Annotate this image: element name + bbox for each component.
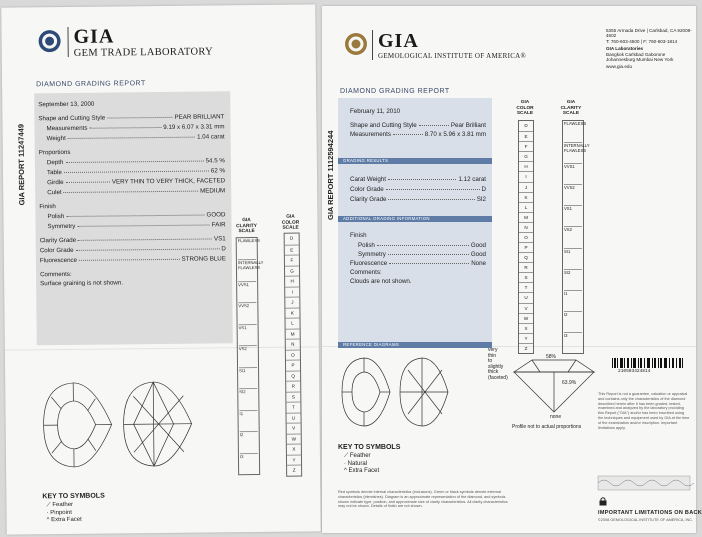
grade-row: Color Grade D	[350, 186, 486, 193]
right-report-sheet	[322, 6, 702, 533]
gia-seal-icon	[37, 29, 61, 53]
pinpoint-icon: ·	[46, 509, 49, 516]
profile-caption: Profile not to actual proportions	[512, 424, 582, 430]
culet-value: none	[550, 414, 562, 420]
section-band: GRADING RESULTS	[338, 158, 492, 164]
report-date: September 13, 2000	[38, 100, 95, 109]
clarity-scale-grade: VVS2	[564, 184, 582, 207]
grade-row: Clarity Grade SI2	[350, 196, 486, 203]
clarity-scale-grade: I3	[240, 453, 258, 477]
natural-icon: ·	[344, 460, 346, 467]
report-number: GIA REPORT 11247449	[16, 123, 27, 206]
report-date: February 11, 2010	[350, 108, 401, 115]
color-scale-letter: O	[286, 349, 300, 361]
color-scale-letter: Y	[519, 333, 533, 344]
color-scale-letter: P	[519, 242, 533, 253]
proportion-row: Depth 54.5 %	[46, 157, 225, 167]
depth-percentage: 63.9%	[562, 380, 577, 386]
disclaimer-text: This Report is not a guarantee, valuation or appraisal and contains only the characteristics of the diamond described herein after it has been graded, tested, examined and analyzed by the laboratory providing this Report ("GIA") and/or has been inscribed using the techniques and equipment used by GIA at the time of the examination and/or inscription. Important limitations apply.	[598, 392, 690, 430]
clarity-scale	[562, 120, 590, 354]
color-scale-letter: T	[286, 402, 300, 414]
brand-subtitle: GEMOLOGICAL INSTITUTE OF AMERICA®	[378, 52, 527, 60]
clarity-scale-title: GIA CLARITY SCALE	[560, 100, 582, 116]
color-scale	[284, 233, 303, 477]
report-title: DIAMOND GRADING REPORT	[340, 88, 450, 95]
color-scale-letter: E	[519, 131, 533, 142]
color-scale-title: GIA COLOR SCALE	[516, 100, 534, 116]
girdle-description: very thin to slightly thick (faceted)	[488, 347, 508, 381]
comments-heading: Comments:	[350, 269, 382, 276]
clarity-scale-grade: SI2	[239, 388, 257, 412]
grade-row: Carat Weight 1.12 carat	[350, 176, 486, 183]
report-number: GIA REPORT 1112594244	[326, 130, 335, 220]
color-scale-letter: U	[519, 292, 533, 303]
lock-icon	[598, 496, 608, 506]
extra-facet-icon: ^	[344, 468, 347, 474]
color-scale-letter: H	[285, 276, 299, 288]
color-scale-letter: W	[519, 313, 533, 324]
detail-row: Shape and Cutting Style PEAR BRILLIANT	[38, 113, 225, 123]
color-scale-letter: Y	[287, 454, 301, 466]
color-scale-letter: N	[519, 222, 533, 233]
color-scale-letter: Z	[519, 343, 533, 354]
left-report-sheet	[1, 4, 321, 534]
address: 5355 Armada Drive | Carlsbad, CA 92008-4602 T: 760-603-4500 | F: 760-603-1814 GIA Laboratories Bangkok Carlsbad Gaborone Johannesburg Mumbai New York www.gia.edu	[606, 28, 692, 70]
proportion-row: Table 62 %	[46, 167, 226, 177]
clarity-scale-grade: I1	[564, 290, 582, 313]
color-scale-letter: Q	[286, 370, 300, 382]
clarity-scale-grade: VVS1	[238, 281, 256, 305]
color-scale-letter: W	[287, 433, 301, 445]
plot-diagrams	[338, 352, 468, 432]
symbol-legend: ⟋ Feather · Pinpoint ^ Extra Facet	[46, 501, 82, 524]
detail-row: Shape and Cutting Style Pear Brilliant	[350, 122, 486, 129]
diamond-profile	[510, 354, 598, 416]
clarity-scale-grade: SI1	[564, 248, 582, 271]
color-scale-letter: S	[519, 272, 533, 283]
color-scale-letter: V	[287, 423, 301, 435]
finish-row: Fluorescence None	[350, 260, 486, 267]
feather-icon: ⟋	[46, 502, 51, 509]
proportion-row: Culet MEDIUM	[47, 187, 226, 197]
plot-diagrams	[33, 373, 214, 475]
finish-heading: Finish	[350, 232, 367, 239]
color-scale-letter: P	[286, 360, 300, 372]
brand-subtitle: GEM TRADE LABORATORY	[73, 46, 214, 59]
clarity-scale-grade: I3	[564, 332, 582, 355]
clarity-scale-grade: SI1	[239, 367, 257, 391]
feather-icon: ⟋	[344, 453, 349, 459]
clarity-scale-grade: I1	[239, 410, 257, 434]
color-scale-letter: U	[287, 412, 301, 424]
security-strip	[598, 476, 690, 490]
color-scale-letter: V	[519, 303, 533, 314]
color-scale-letter: X	[287, 444, 301, 456]
color-scale-letter: F	[519, 141, 533, 152]
color-scale-letter: N	[286, 339, 300, 351]
comment-text: Surface graining is not shown.	[40, 279, 124, 288]
finish-row: Symmetry FAIR	[47, 221, 226, 231]
clarity-scale-title: GIA CLARITY SCALE	[236, 218, 257, 235]
color-scale-letter: F	[285, 255, 299, 267]
symbols-footnote: Red symbols denote internal characteristics (inclusions). Green or black symbols denote external characteristics (blemishes). Diagram is an approximate representation of the diamond, and symbols shown indicate type, position, and approximate size of clarity characteristics. All clarity characteristics may not be shown. Details of finish are not shown.	[338, 490, 508, 509]
copyright: ©2008 GEMOLOGICAL INSTITUTE OF AMERICA, INC.	[598, 518, 694, 522]
color-scale-letter: Q	[519, 252, 533, 263]
comment-text: Clouds are not shown.	[350, 278, 412, 285]
clarity-scale-grade: FLAWLESS	[564, 121, 587, 126]
color-scale-letter: M	[519, 212, 533, 223]
serial-number: 210503424814	[618, 369, 651, 374]
clarity-scale-grade: VS1	[564, 205, 582, 228]
color-scale	[518, 120, 534, 354]
brand-title: GIA	[73, 25, 115, 48]
clarity-scale-grade: VVS1	[564, 163, 582, 186]
color-scale-letter: I	[519, 171, 533, 182]
proportions-heading: Proportions	[38, 148, 71, 157]
color-scale-letter: O	[519, 232, 533, 243]
brand-title: GIA	[378, 30, 419, 52]
symbols-heading: KEY TO SYMBOLS	[42, 492, 105, 501]
clarity-scale-grade: INTERNALLY FLAWLESS	[238, 259, 256, 283]
extra-facet-icon: ^	[46, 517, 50, 524]
proportion-row: Girdle VERY THIN TO VERY THICK, FACETED	[47, 177, 226, 187]
detail-row: Measurements 9.19 x 6.07 x 3.31 mm	[46, 123, 225, 133]
grade-row: Fluorescence STRONG BLUE	[39, 255, 226, 265]
color-scale-letter: Z	[287, 465, 301, 477]
color-scale-letter: X	[519, 323, 533, 334]
grade-row: Color Grade D	[39, 245, 226, 255]
clarity-scale-grade: VVS2	[238, 302, 256, 326]
finish-row: Symmetry Good	[358, 251, 486, 258]
color-scale-letter: S	[286, 391, 300, 403]
section-band: REFERENCE DIAGRAMS	[338, 342, 492, 348]
color-scale-letter: D	[524, 123, 528, 128]
color-scale-letter: J	[285, 297, 299, 309]
section-band: ADDITIONAL GRADING INFORMATION	[338, 216, 492, 222]
color-scale-letter: G	[519, 151, 533, 162]
detail-row: Measurements 8.70 x 5.96 x 3.81 mm	[350, 131, 486, 138]
color-scale-letter: R	[286, 381, 300, 393]
clarity-scale-grade: FLAWLESS	[237, 237, 260, 244]
finish-heading: Finish	[39, 203, 56, 211]
color-scale-letter: E	[285, 244, 299, 256]
color-scale-letter: K	[519, 192, 533, 203]
color-scale-letter: G	[285, 265, 299, 277]
clarity-scale-grade: VS2	[239, 345, 257, 369]
clarity-scale-grade: SI2	[564, 269, 582, 292]
limitations-notice: IMPORTANT LIMITATIONS ON BACK	[598, 510, 702, 516]
clarity-scale-grade: INTERNALLY FLAWLESS	[564, 142, 582, 165]
color-scale-letter: L	[286, 318, 300, 330]
clarity-scale-grade: VS1	[239, 324, 257, 348]
finish-row: Polish GOOD	[47, 211, 226, 221]
color-scale-letter: K	[285, 307, 299, 319]
finish-row: Polish Good	[358, 242, 486, 249]
symbol-legend: ⟋ Feather · Natural ^ Extra Facet	[344, 453, 380, 474]
gia-seal-icon	[344, 32, 368, 56]
color-scale-letter: L	[519, 202, 533, 213]
detail-row: Weight 1.04 carat	[46, 133, 225, 143]
color-scale-letter: D	[289, 235, 294, 241]
color-scale-letter: T	[519, 282, 533, 293]
fold-line	[5, 346, 319, 350]
color-scale-letter: I	[285, 286, 299, 298]
color-scale-letter: R	[519, 262, 533, 273]
clarity-scale-grade: I2	[240, 431, 258, 455]
color-scale-title: GIA COLOR SCALE	[281, 214, 300, 231]
table-percentage: 58%	[546, 354, 557, 360]
clarity-scale	[236, 237, 264, 475]
color-scale-letter: M	[286, 328, 300, 340]
grade-row: Clarity Grade VS1	[39, 235, 226, 245]
clarity-scale-grade: I2	[564, 311, 582, 334]
barcode	[612, 358, 684, 368]
clarity-scale-grade: VS2	[564, 226, 582, 249]
report-title: DIAMOND GRADING REPORT	[36, 80, 146, 89]
color-scale-letter: J	[519, 182, 533, 193]
color-scale-letter: H	[519, 161, 533, 172]
comments-heading: Comments:	[40, 270, 72, 279]
symbols-heading: KEY TO SYMBOLS	[338, 444, 401, 451]
